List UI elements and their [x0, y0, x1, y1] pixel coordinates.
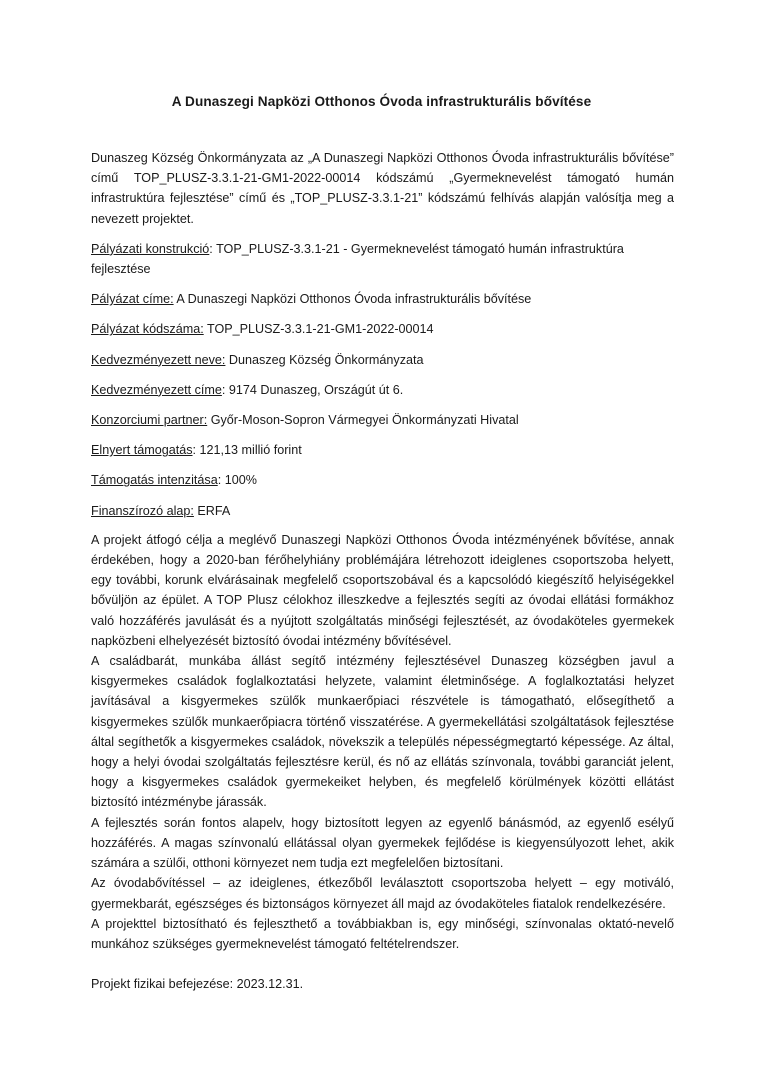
field-construction: [91, 239, 674, 279]
field-value: A Dunaszegi Napközi Otthonos Óvoda infrastrukturális bővítése: [173, 292, 532, 307]
field-label: Finanszírozó alap:: [91, 503, 194, 518]
field-beneficiary-address: [91, 380, 674, 400]
field-value: : 100%: [217, 473, 257, 488]
field-label: Elnyert támogatás: [91, 443, 193, 458]
field-label: Kedvezményezett neve:: [91, 352, 226, 367]
field-label: Kedvezményezett címe: [91, 382, 222, 397]
field-value: ERFA: [193, 503, 231, 518]
field-value: : TOP_PLUSZ-3.3.1-21 - Gyermeknevelést támogató humán infrastruktúra fejlesztése: [91, 241, 624, 277]
field-value: Dunaszeg Község Önkormányzata: [225, 352, 424, 367]
field-value: TOP_PLUSZ-3.3.1-21-GM1-2022-00014: [203, 322, 434, 337]
body-paragraph: A projekt átfogó célja a meglévő Dunaszegi Napközi Otthonos Óvoda intézményének bővítése, annak érdekében, hogy a 2020-ban férőhelyhiány problémájára létrehozott ideiglenes csoportszoba helyett, egy további, korunk elvárásainak megfelelő csoportszobával és a kapcsolódó kiegészítő helyiségekkel bővüljön az épület. A TOP Plusz célokhoz illeszkedve a fejlesztés segíti az óvodai ellátási formákhoz való hozzáférés javulását és a nyújtott szolgáltatás minőségi fejlesztését, az óvodaköteles gyermekek napközbeni elhelyezését biztosító óvodai intézmény bővítésével.: [91, 532, 674, 648]
field-consortium-partner: [91, 410, 674, 430]
body-paragraph: A családbarát, munkába állást segítő intézmény fejlesztésével Dunaszeg községben javul a kisgyermekes családok foglalkoztatási helyzete, valamint életminősége. A foglalkoztatási helyzet javításával a kisgyermekes szülők munkaerőpiaci részvétele is támogatható, elősegíthető a kisgyermekes szülők munkaerőpiacra történő visszatérése. A gyermekellátási szolgáltatások fejlesztése által segíthetők a kisgyermekes családok, növekszik a település népességmegtartó képessége. Az által, hogy a helyi óvodai szolgáltatás fejlesztésre kerül, és nő az ellátás színvonala, további garanciát jelent, hogy a kisgyermekes családok gyermekeiket helyben, és megfelelő körülmények közötti ellátást biztosító intézménybe járassák.: [91, 654, 674, 810]
field-title: [91, 289, 674, 309]
field-value: Győr-Moson-Sopron Vármegyei Önkormányzati Hivatal: [207, 413, 519, 428]
field-label: Pályázat kódszáma:: [91, 322, 204, 337]
field-label: Pályázati konstrukció: [91, 241, 210, 256]
body-paragraph: A fejlesztés során fontos alapelv, hogy biztosított legyen az egyenlő bánásmód, az egyenlő esélyű hozzáférés. A magas színvonalú ellátással olyan gyermekek fejlődése is kiegyensúlyozott lehet, akik számára a szülői, otthoni környezet nem tudja ezt megfelelően biztosítani.: [91, 815, 674, 871]
field-code: [91, 319, 674, 339]
document-body: [91, 148, 674, 994]
field-intensity: [91, 470, 674, 490]
field-fund: [91, 501, 674, 521]
intro-paragraph: Dunaszeg Község Önkormányzata az „A Dunaszegi Napközi Otthonos Óvoda infrastrukturális bővítése” című TOP_PLUSZ-3.3.1-21-GM1-2022-00014 kódszámú „Gyermeknevelést támogató humán infrastruktúra fejlesztése” című és „TOP_PLUSZ-3.3.1-21” kódszámú felhívás alapján valósítja meg a nevezett projektet.: [91, 151, 674, 226]
body-paragraph: A projekttel biztosítható és fejleszthető a továbbiakban is, egy minőségi, színvonalas oktató-nevelő munkához szükséges gyermeknevelést támogató feltételrendszer.: [91, 916, 674, 951]
field-label: Támogatás intenzitása: [91, 473, 218, 488]
body-paragraph: Az óvodabővítéssel – az ideiglenes, étkezőből leválasztott csoportszoba helyett – egy motiváló, gyermekbarát, egészséges és biztonságos környezet áll majd az óvodaköteles fiatalok rendelkezésére.: [91, 876, 674, 911]
page-title: A Dunaszegi Napközi Otthonos Óvoda infrastrukturális bővítése: [171, 94, 592, 109]
completion-date: Projekt fizikai befejezése: 2023.12.31.: [91, 977, 304, 992]
field-beneficiary-name: [91, 350, 674, 370]
field-label: Konzorciumi partner:: [91, 413, 208, 428]
field-grant: [91, 440, 674, 460]
field-value: : 121,13 millió forint: [192, 443, 302, 458]
field-value: : 9174 Dunaszeg, Országút út 6.: [221, 382, 404, 397]
field-label: Pályázat címe:: [91, 292, 174, 307]
